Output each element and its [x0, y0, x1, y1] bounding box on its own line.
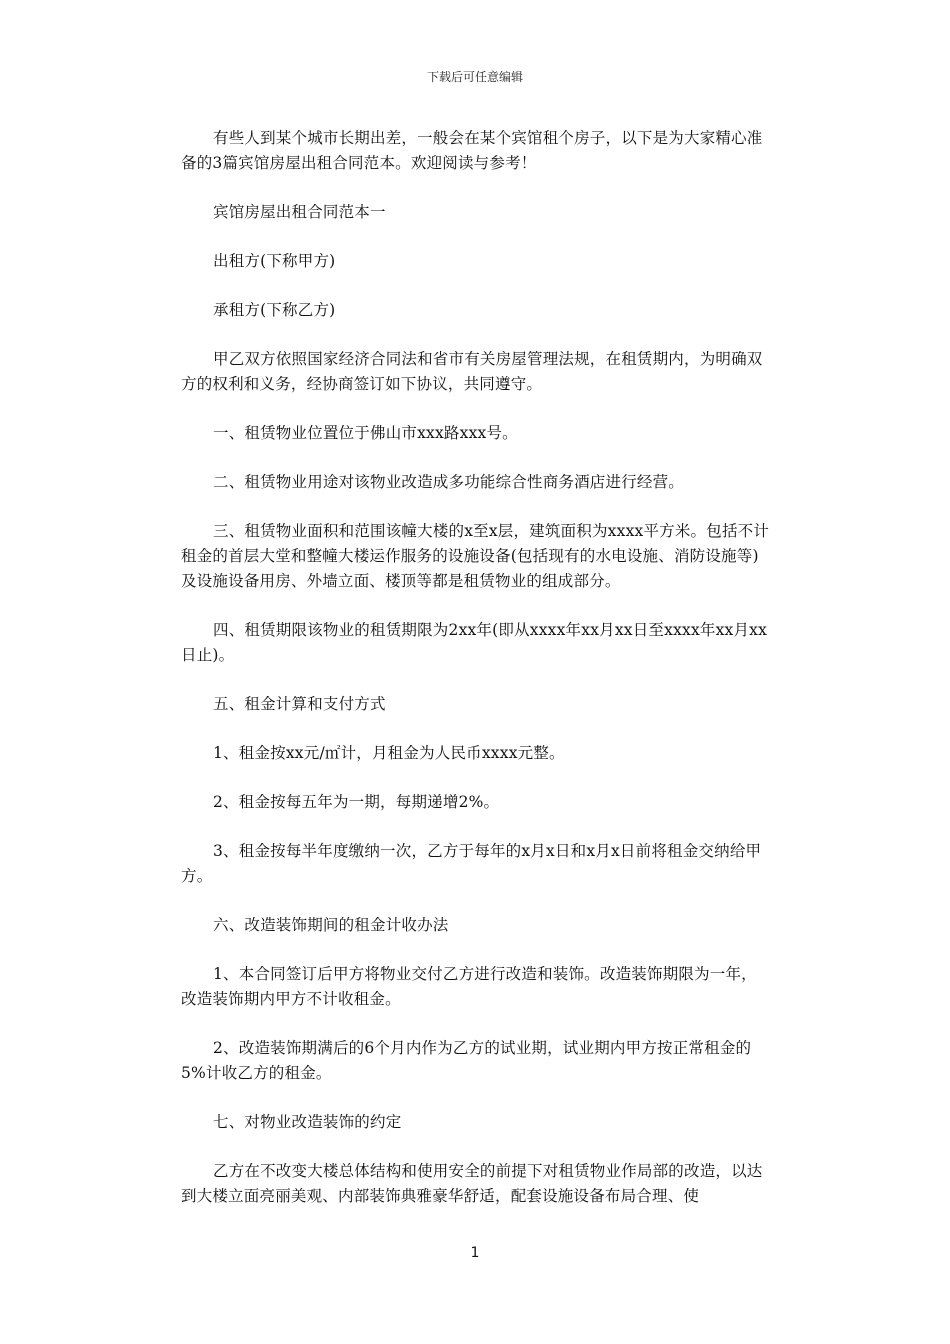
clause-7-heading: 七、对物业改造装饰的约定 — [213, 1113, 402, 1131]
party-a-line: 出租方(下称甲方) — [213, 252, 336, 270]
clause-5-heading: 五、租金计算和支付方式 — [213, 695, 386, 713]
header-note: 下载后可任意编辑 — [426, 70, 523, 84]
clause-4: 四、租赁期限该物业的租赁期限为2xx年(即从xxxx年xx月xx日至xxxx年xx月xx日止)。 — [181, 621, 768, 664]
clause-5-item-1: 1、租金按xx元/㎡计，月租金为人民币xxxx元整。 — [213, 744, 565, 762]
page-number: 1 — [470, 1245, 480, 1261]
preamble-paragraph: 甲乙双方依照国家经济合同法和省市有关房屋管理法规，在租赁期内，为明确双方的权利和义务，经协商签订如下协议，共同遵守。 — [181, 350, 763, 393]
party-b-line: 承租方(下称乙方) — [213, 301, 336, 319]
clause-6-heading: 六、改造装饰期间的租金计收办法 — [213, 916, 449, 934]
contract-title: 宾馆房屋出租合同范本一 — [213, 203, 386, 221]
clause-3: 三、租赁物业面积和范围该幢大楼的x至x层，建筑面积为xxxx平方米。包括不计租金的首层大堂和整幢大楼运作服务的设施设备(包括现有的水电设施、消防设施等)及设施设备用房、外墙立面、楼顶等都是租赁物业的组成部分。 — [181, 522, 770, 590]
clause-6-item-2: 2、改造装饰期满后的6个月内作为乙方的试业期，试业期内甲方按正常租金的5%计收乙方的租金。 — [181, 1039, 752, 1082]
intro-paragraph: 有些人到某个城市长期出差，一般会在某个宾馆租个房子，以下是为大家精心准备的3篇宾馆房屋出租合同范本。欢迎阅读与参考！ — [181, 129, 763, 172]
clause-6-item-1: 1、本合同签订后甲方将物业交付乙方进行改造和装饰。改造装饰期限为一年，改造装饰期内甲方不计收租金。 — [181, 965, 757, 1008]
clause-7-body: 乙方在不改变大楼总体结构和使用安全的前提下对租赁物业作局部的改造，以达到大楼立面亮丽美观、内部装饰典雅豪华舒适，配套设施设备布局合理、使 — [181, 1162, 763, 1205]
clause-1: 一、租赁物业位置位于佛山市xxx路xxx号。 — [213, 424, 518, 442]
clause-5-item-2: 2、租金按每五年为一期，每期递增2%。 — [213, 793, 500, 811]
document-body — [181, 126, 771, 1233]
clause-5-item-3: 3、租金按每半年度缴纳一次，乙方于每年的x月x日和x月x日前将租金交纳给甲方。 — [181, 842, 762, 885]
clause-2: 二、租赁物业用途对该物业改造成多功能综合性商务酒店进行经营。 — [213, 473, 685, 491]
